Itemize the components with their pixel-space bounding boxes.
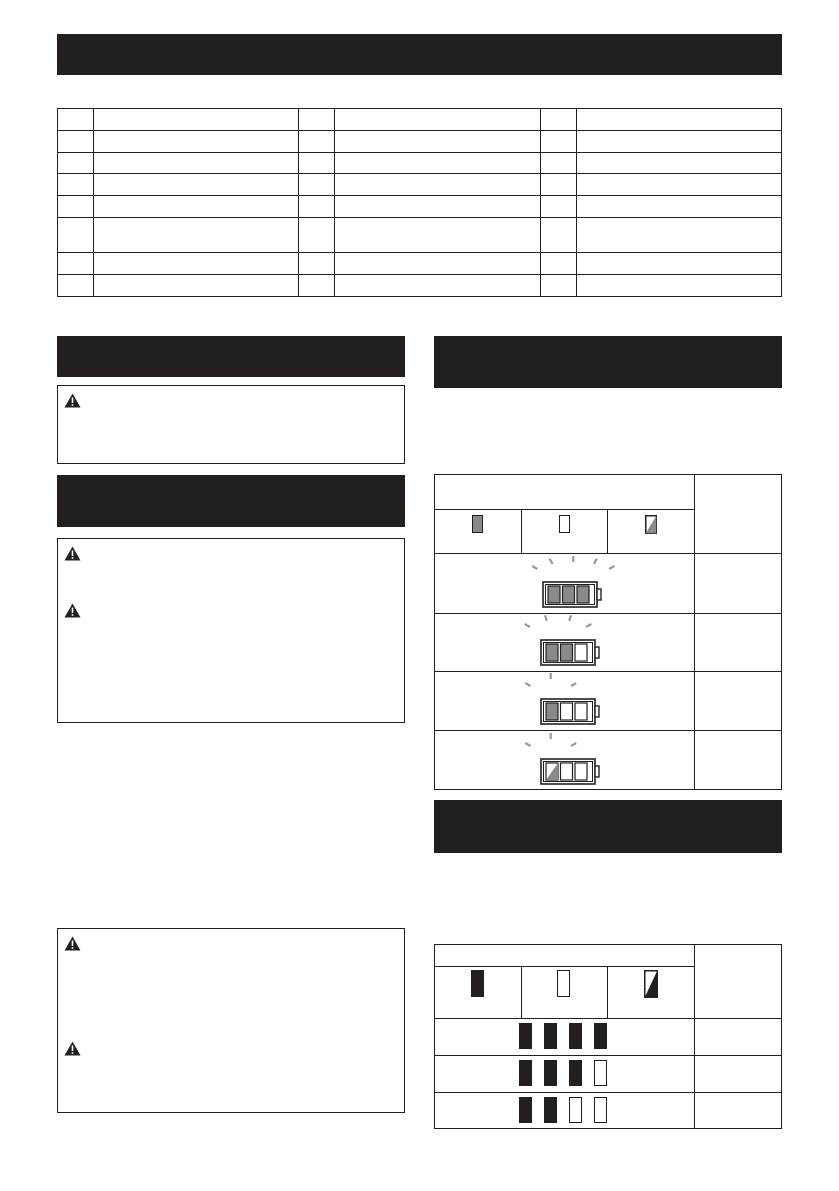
battery-table-header-divider	[434, 509, 694, 510]
lamp-off	[569, 1097, 582, 1123]
battery-level-icon	[525, 673, 599, 724]
battery-segment	[561, 644, 573, 661]
warning-box-3	[57, 928, 405, 1113]
battery-ray	[586, 624, 591, 627]
warning-box-1	[57, 385, 405, 464]
parts-table-row-divider	[57, 152, 782, 153]
battery-segment	[548, 586, 560, 603]
warning-triangle-icon	[64, 603, 81, 618]
battery-ray	[532, 566, 537, 569]
battery-table-legend-divider	[607, 509, 608, 553]
lamp-on	[594, 1023, 607, 1049]
lamp-on	[544, 1060, 557, 1086]
lamp-blinking-legend-icon	[644, 970, 658, 998]
battery-segment	[546, 644, 558, 661]
parts-table-row-divider	[57, 195, 782, 196]
lamp-off-legend-icon	[557, 970, 570, 997]
section-heading-bar-1	[57, 336, 405, 377]
section-heading-bar-2	[57, 475, 405, 527]
lamp-level-rows	[434, 1018, 694, 1129]
parts-table-col-divider	[576, 108, 577, 297]
lamp-on-legend-icon	[471, 970, 484, 997]
battery-ray	[525, 624, 530, 627]
lamp-on	[519, 1060, 532, 1086]
battery-ray	[569, 615, 571, 621]
battery-segment	[561, 763, 573, 780]
lamp-on	[544, 1023, 557, 1049]
battery-ray	[571, 683, 576, 686]
battery-ray	[571, 743, 576, 746]
battery-segment	[575, 644, 587, 661]
warning-box-2	[57, 538, 405, 723]
battery-ray	[525, 683, 530, 686]
led-on-legend-icon	[472, 515, 483, 533]
battery-segment	[546, 703, 558, 720]
lamp-table-legend-divider	[521, 966, 522, 1018]
top-title-bar	[57, 34, 782, 75]
lamp-on	[519, 1023, 532, 1049]
battery-level-icon	[525, 733, 599, 784]
lamp-table-header-divider	[434, 966, 694, 967]
battery-level-icon	[532, 556, 614, 607]
led-off-legend-icon	[559, 515, 570, 533]
battery-ray	[550, 559, 553, 564]
lamp-off	[594, 1060, 607, 1086]
battery-ray	[594, 559, 597, 564]
parts-table-row-divider	[57, 274, 782, 275]
warning-triangle-icon	[64, 546, 81, 561]
warning-triangle-icon	[64, 1041, 81, 1056]
parts-table-col-divider	[298, 108, 299, 297]
battery-level-icon	[525, 615, 599, 665]
section-heading-bar-4	[434, 800, 782, 853]
lamp-on	[519, 1097, 532, 1123]
lamp-table-col-divider	[694, 944, 695, 1129]
battery-table-col-divider	[694, 474, 695, 790]
lamp-on	[569, 1023, 582, 1049]
battery-segment	[563, 586, 575, 603]
led-blinking-legend-icon	[645, 515, 657, 534]
battery-segment	[575, 763, 587, 780]
parts-table-row-divider	[57, 217, 782, 218]
battery-ray	[609, 566, 614, 569]
warning-triangle-icon	[64, 393, 81, 408]
parts-table-row-divider	[57, 173, 782, 174]
lamp-table-legend-divider	[607, 966, 608, 1018]
parts-table-row-divider	[57, 130, 782, 131]
section-heading-bar-3	[434, 336, 782, 388]
parts-table-row-divider	[57, 252, 782, 253]
parts-table-col-divider	[540, 108, 541, 297]
warning-triangle-icon	[64, 936, 81, 951]
lamp-off	[594, 1097, 607, 1123]
battery-ray	[545, 615, 547, 621]
battery-table-legend-divider	[521, 509, 522, 553]
parts-table-col-divider	[334, 108, 335, 297]
battery-level-graphics	[434, 553, 694, 790]
battery-segment	[577, 586, 589, 603]
battery-ray	[525, 743, 530, 746]
lamp-on	[544, 1097, 557, 1123]
battery-segment	[561, 703, 573, 720]
battery-segment	[575, 703, 587, 720]
parts-table-col-divider	[93, 108, 94, 297]
lamp-on	[569, 1060, 582, 1086]
parts-table	[57, 108, 782, 297]
